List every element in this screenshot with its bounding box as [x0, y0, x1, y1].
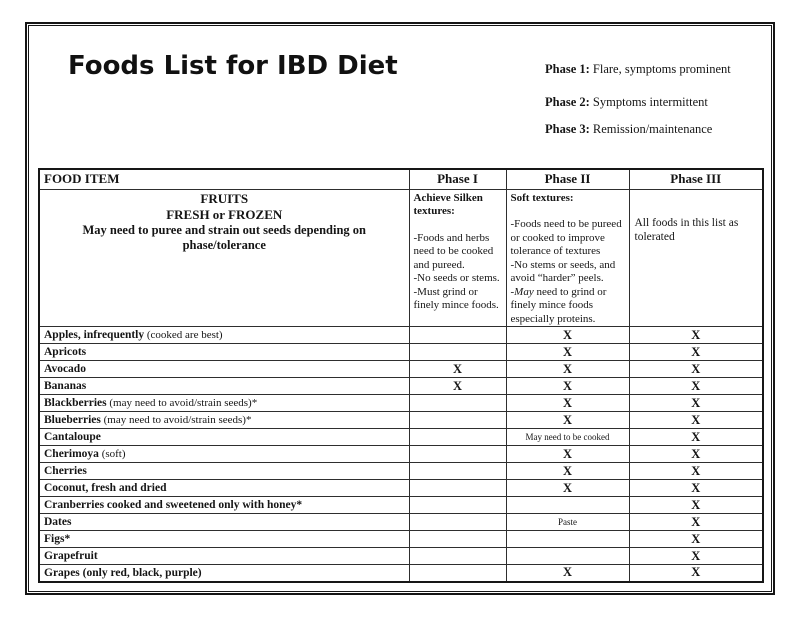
description-item: -No seeds or stems. [413, 272, 500, 284]
category-note: May need to puree and strain out seeds depending on phase/tolerance [82, 222, 366, 252]
table-row [39, 378, 763, 395]
phase-3-mark: X [629, 395, 763, 412]
food-item-cell [39, 565, 409, 582]
phase-1-empty [409, 344, 506, 361]
legend-phase-3-text: Remission/maintenance [589, 122, 713, 136]
phase-1-empty [409, 497, 506, 514]
category-title: FRUITS [200, 190, 249, 206]
column-header-phase-1: Phase I [409, 169, 506, 189]
table-row [39, 480, 763, 497]
food-item-name: Dates [44, 516, 72, 528]
page-title: Foods List for IBD Diet [68, 51, 398, 81]
category-subtitle: FRESH or FROZEN [166, 206, 283, 222]
food-item-name: Figs* [44, 533, 71, 545]
legend-phase-1 [545, 62, 767, 76]
phase-3-mark: X [629, 429, 763, 446]
phase-2-description-cell [506, 189, 629, 327]
description-item: -Must grind or finely mince foods. [413, 285, 499, 311]
legend-phase-2-label: Phase 2: [545, 95, 590, 109]
phase-2-mark: X [506, 412, 629, 429]
phase-2-note: Paste [506, 514, 629, 531]
phase-1-empty [409, 463, 506, 480]
phase-3-mark: X [629, 565, 763, 582]
legend-phase-3-label: Phase 3: [545, 122, 590, 136]
food-item-note: (may need to avoid/strain seeds)* [100, 414, 252, 426]
table-row [39, 395, 763, 412]
table-row [39, 548, 763, 565]
phase-1-heading: Achieve Silken textures: [413, 191, 483, 217]
description-item: -May need to grind or finely mince foods especially proteins. [510, 285, 607, 325]
food-item-name: Avocado [44, 363, 86, 375]
phase-2-mark: X [506, 344, 629, 361]
phase-1-empty [409, 446, 506, 463]
phase-1-notes [414, 232, 502, 313]
food-item-cell [39, 327, 409, 344]
table-row [39, 531, 763, 548]
phase-2-mark: X [506, 361, 629, 378]
column-header-phase-3: Phase III [629, 169, 763, 189]
phase-2-empty [506, 497, 629, 514]
food-item-cell [39, 446, 409, 463]
foods-table [38, 168, 764, 583]
table-row [39, 446, 763, 463]
phase-1-empty [409, 531, 506, 548]
foods-table-body [39, 189, 763, 582]
phase-1-empty [409, 514, 506, 531]
phase-3-mark: X [629, 497, 763, 514]
column-header-food-item: FOOD ITEM [39, 169, 409, 189]
phase-3-mark: X [629, 548, 763, 565]
table-row [39, 514, 763, 531]
phase-3-mark: X [629, 412, 763, 429]
table-row [39, 327, 763, 344]
food-item-name: Cranberries cooked and sweetened only with honey* [44, 499, 303, 511]
phase-3-mark: X [629, 480, 763, 497]
phase-1-empty [409, 548, 506, 565]
phase-1-empty [409, 327, 506, 344]
phase-legend [545, 62, 767, 155]
food-item-note: (may need to avoid/strain seeds)* [106, 397, 258, 409]
phase-3-mark: X [629, 446, 763, 463]
phase-2-mark: X [506, 395, 629, 412]
food-item-cell [39, 361, 409, 378]
food-item-name: Bananas [44, 380, 87, 392]
phase-1-mark: X [409, 378, 506, 395]
phase-2-mark: X [506, 480, 629, 497]
phase-3-mark: X [629, 463, 763, 480]
phase-2-mark: X [506, 565, 629, 582]
food-item-cell [39, 395, 409, 412]
phase-3-description-cell [629, 189, 763, 327]
food-item-cell [39, 497, 409, 514]
legend-phase-2 [545, 95, 767, 109]
phase-1-empty [409, 412, 506, 429]
category-cell-fruits [39, 189, 409, 327]
food-item-cell [39, 412, 409, 429]
legend-phase-3 [545, 122, 767, 136]
table-row [39, 429, 763, 446]
food-item-name: Grapefruit [44, 550, 98, 562]
legend-phase-2-text: Symptoms intermittent [589, 95, 708, 109]
food-item-name: Coconut, fresh and dried [44, 482, 167, 494]
table-row [39, 344, 763, 361]
table-row [39, 463, 763, 480]
food-item-cell [39, 378, 409, 395]
description-item: -Foods and herbs need to be cooked and pureed. [413, 231, 494, 271]
food-item-note: (cooked are best) [144, 329, 223, 341]
phase-1-empty [409, 565, 506, 582]
description-item: -No stems or seeds, and avoid “harder” peels. [510, 258, 616, 284]
food-item-cell [39, 463, 409, 480]
phase-1-mark: X [409, 361, 506, 378]
category-description-row [39, 189, 763, 327]
food-item-name: Grapes (only red, black, purple) [44, 566, 202, 579]
phase-2-mark: X [506, 378, 629, 395]
phase-1-empty [409, 429, 506, 446]
food-item-name: Apples, infrequently [44, 329, 145, 341]
phase-2-heading: Soft textures: [510, 191, 574, 204]
food-item-cell [39, 514, 409, 531]
phase-1-empty [409, 480, 506, 497]
phase-2-mark: X [506, 327, 629, 344]
food-item-name: Cantaloupe [44, 431, 101, 443]
phase-2-mark: X [506, 446, 629, 463]
phase-1-empty [409, 395, 506, 412]
phase-2-empty [506, 531, 629, 548]
food-item-name: Cherries [44, 465, 87, 477]
phase-2-note: May need to be cooked [506, 429, 629, 446]
food-item-cell [39, 480, 409, 497]
food-item-name: Apricots [44, 346, 87, 358]
phase-3-text: All foods in this list as tolerated [634, 216, 739, 243]
table-row [39, 565, 763, 582]
description-item: -Foods need to be pureed or cooked to improve tolerance of textures [510, 218, 622, 257]
column-header-phase-2: Phase II [506, 169, 629, 189]
phase-3-mark: X [629, 514, 763, 531]
table-row [39, 412, 763, 429]
food-item-cell [39, 531, 409, 548]
phase-3-mark: X [629, 344, 763, 361]
legend-phase-1-label: Phase 1: [545, 62, 590, 76]
legend-phase-1-text: Flare, symptoms prominent [589, 62, 731, 76]
food-item-cell [39, 548, 409, 565]
phase-2-empty [506, 548, 629, 565]
phase-3-mark: X [629, 531, 763, 548]
food-item-name: Blackberries [44, 397, 107, 409]
food-item-note: (soft) [98, 448, 126, 460]
phase-1-description-cell [409, 189, 506, 327]
phase-3-mark: X [629, 361, 763, 378]
food-item-name: Blueberries [44, 414, 101, 426]
phase-3-mark: X [629, 378, 763, 395]
food-item-cell [39, 429, 409, 446]
table-row [39, 361, 763, 378]
table-header-row [39, 169, 763, 189]
table-row [39, 497, 763, 514]
phase-2-mark: X [506, 463, 629, 480]
food-item-name: Cherimoya [44, 448, 99, 460]
page-border [25, 22, 775, 595]
food-item-cell [39, 344, 409, 361]
phase-3-mark: X [629, 327, 763, 344]
phase-2-notes [511, 218, 625, 326]
